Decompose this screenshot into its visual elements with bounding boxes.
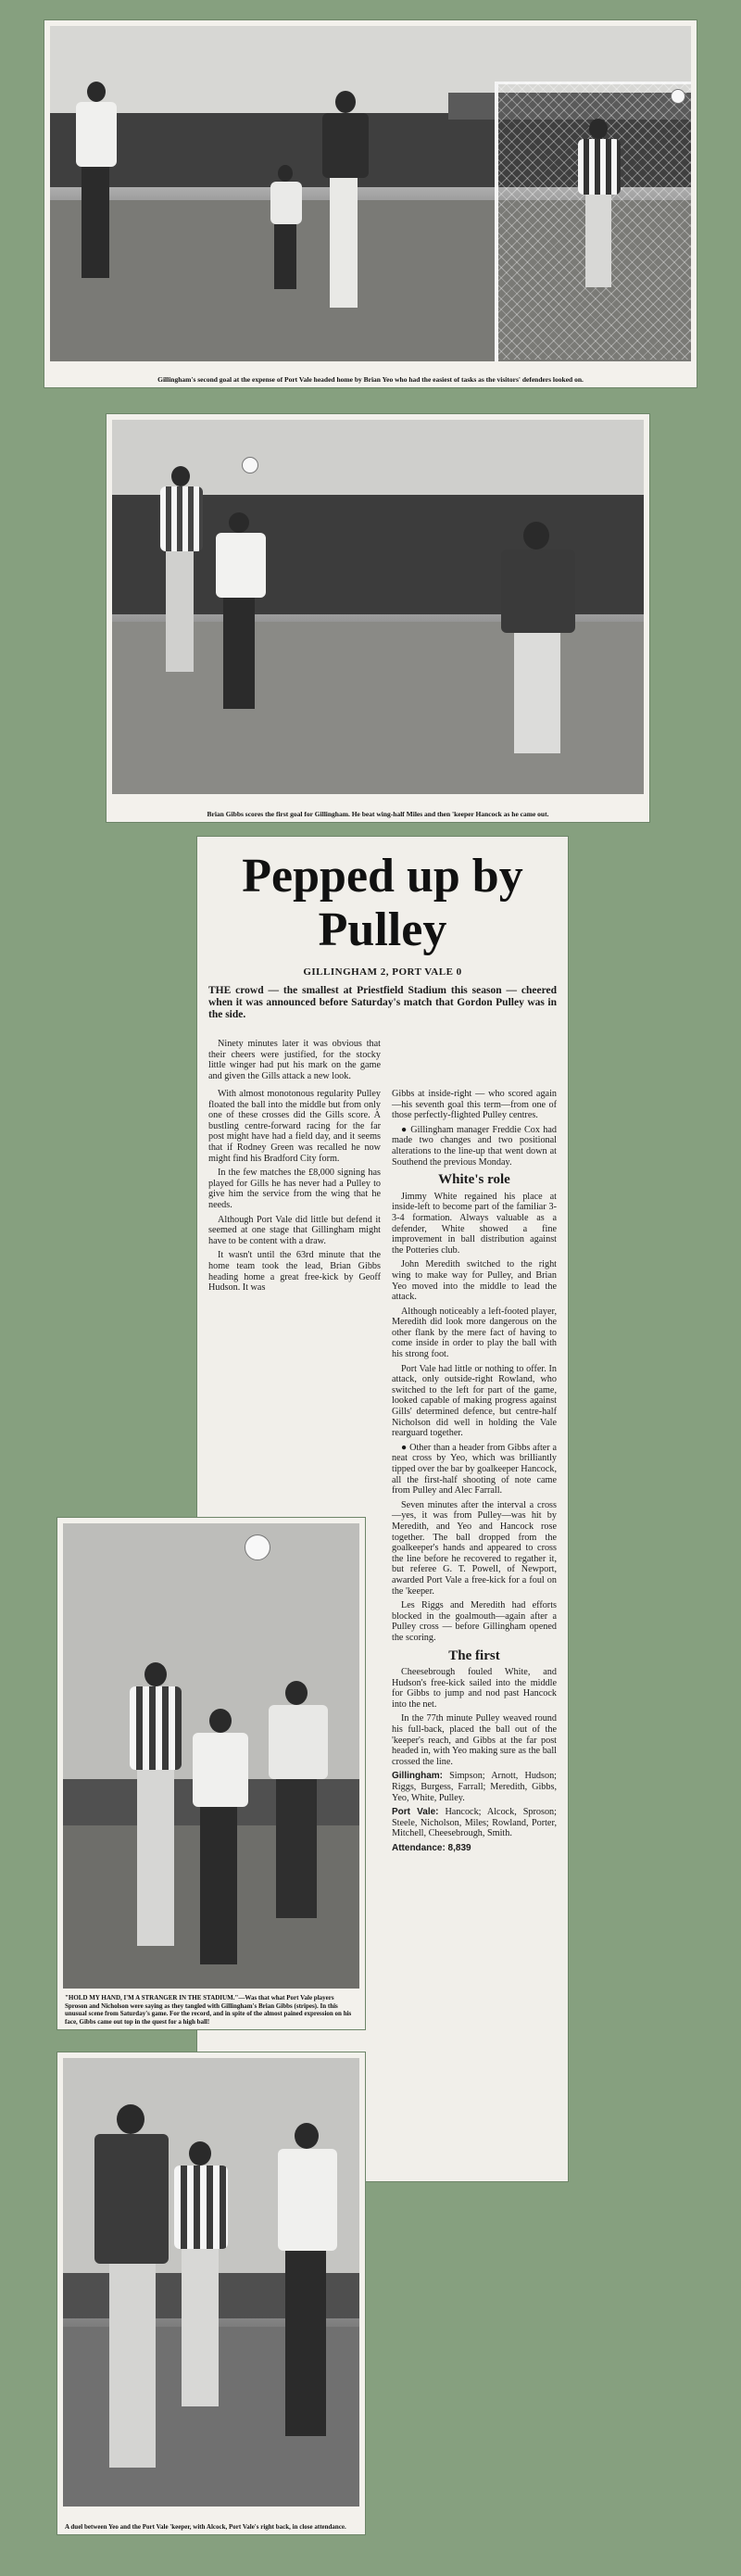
paragraph: It wasn't until the 63rd minute that the home team took the lead, Brian Gibbs heading home a great free-kick by Geoff Hudson. It was — [208, 1250, 381, 1294]
photo-card-2 — [107, 414, 649, 822]
subhead-the-first: The first — [448, 1648, 500, 1663]
photo-1-caption: Gillingham's second goal at the expense of Port Vale headed home by Brian Yeo who had the easiest of tasks as the visitors' defenders looked on. — [157, 375, 584, 384]
match-photo-1 — [50, 26, 691, 361]
headline-line-1: Pepped up by — [242, 850, 523, 903]
paragraph: Although Port Vale did little but defend it seemed at one stage that Gillingham might have to be content with a draw. — [208, 1214, 381, 1246]
gillingham-lineup: Simpson; Arnott, Hudson; Riggs, Burgess, Farrall; Meredith, Gibbs, Yeo, White, Pulley. — [392, 1771, 558, 1803]
attendance: Attendance: 8,839 — [392, 1843, 471, 1853]
paragraph: In the 77th minute Pulley weaved round his full-back, placed the ball out of the 'keeper's reach, and Gibbs at the far post headed in, with Yeo making sure as the ball crossed the line. — [392, 1713, 557, 1767]
paragraph: Jimmy White regained his place at inside-left to become part of the familiar 3-3-4 formation. Always valuable as a defender, White showed a fine improvement in ball distribution against the Potteries club. — [392, 1191, 557, 1256]
article-lede: THE crowd — the smallest at Priestfield Stadium this season — cheered when it was announced before Saturday's match that Gordon Pulley was in the side. — [208, 985, 557, 1020]
port-vale-label: Port Vale: — [392, 1807, 439, 1818]
subhead-whites-role: White's role — [438, 1172, 510, 1188]
paragraph: Les Riggs and Meredith had efforts blocked in the goalmouth—again after a Pulley cross — before Gillingham opened the scoring. — [392, 1600, 557, 1643]
photo-card-4 — [57, 2052, 365, 2534]
paragraph: Port Vale had little or nothing to offer. In attack, only outside-right Rowland, who switched to the left for part of the game, looked capable of making progress against Gills' determined defence, but centre-half Nicholson did well in holding the Vale rearguard together. — [392, 1363, 557, 1439]
match-photo-3 — [63, 1523, 359, 1989]
port-vale-lineup: Hancock; Alcock, Sproson; Steele, Nicholson, Miles; Rowland, Porter, Mitchell, Cheesebrough, Smith. — [392, 1807, 557, 1839]
scoreline: GILLINGHAM 2, PORT VALE 0 — [303, 966, 462, 978]
headline — [197, 850, 568, 957]
paragraph: ● Gillingham manager Freddie Cox had made two changes and two positional alterations to the line-up that went down at Southend the previous Monday. — [392, 1124, 557, 1168]
paragraph: Seven minutes after the interval a cross—yes, it was from Pulley—was hit by Meredith, and Yeo and Hancock rose together. The ball dropped from the goalkeeper's hands and appeared to cross the line before he recovered to regather it, but referee G. T. Powell, of Newport, awarded Port Vale a free-kick for a foul on the 'keeper. — [392, 1499, 557, 1597]
photo-2-caption: Brian Gibbs scores the first goal for Gillingham. He beat wing-half Miles and then 'keeper Hancock as he came out. — [207, 810, 549, 818]
team-lineups — [392, 1771, 557, 1853]
paragraph: Although noticeably a left-footed player, Meredith did look more dangerous on the other flank by the mere fact of having to come inside in order to play the ball with his strong foot. — [392, 1306, 557, 1360]
paragraph: John Meredith switched to the right wing to make way for Pulley, and Brian Yeo moved into the middle to lead the attack. — [392, 1259, 557, 1303]
paragraph: With almost monotonous regularity Pulley floated the ball into the middle but from only one of these crosses did the Gills score. A bustling centre-forward racing for the far post might have had a field day, and it seems that if Rodney Green was recalled he now might find his Bradford City form. — [208, 1089, 381, 1164]
article-column-2 — [392, 1089, 557, 1858]
photo-card-3 — [57, 1518, 365, 2029]
paragraph: Ninety minutes later it was obvious that their cheers were justified, for the stocky little winger had put his mark on the game and given the Gills attack a new look. — [208, 1039, 381, 1081]
article-column-1 — [208, 1039, 381, 1085]
photo-card-1 — [44, 20, 697, 387]
paragraph: Gibbs at inside-right — who scored again—his seventh goal this term—from one of those perfectly-flighted Pulley centres. — [392, 1089, 557, 1121]
gillingham-label: Gillingham: — [392, 1771, 443, 1782]
paragraph: Cheesebrough fouled White, and Hudson's free-kick sailed into the middle for Gibbs to jump and nod past Hancock into the net. — [392, 1667, 557, 1710]
paragraph: ● Other than a header from Gibbs after a neat cross by Yeo, which was brilliantly tipped over the bar by goalkeeper Hancock, all the first-half shooting of note came from Pulley and Alec Farrall. — [392, 1442, 557, 1496]
headline-line-2: Pulley — [318, 903, 447, 956]
paragraph: In the few matches the £8,000 signing has played for Gills he has never had a Pulley to give him the service from the wing that he needs. — [208, 1168, 381, 1210]
photo-4-caption: A duel between Yeo and the Port Vale 'keeper, with Alcock, Port Vale's right back, in close attendance. — [65, 2522, 346, 2531]
match-photo-2 — [112, 420, 644, 794]
photo-3-caption: "HOLD MY HAND, I'M A STRANGER IN THE STADIUM."—Was that what Port Vale players Sproson and Nicholson were saying as they tangled with Gillingham's Brian Gibbs (stripes). In this unusual scene from Saturday's game. For the record, and in spite of the almost pained expression on his face, Gibbs came out top in the quest for a high ball! — [65, 1994, 352, 2026]
match-photo-4 — [63, 2058, 359, 2507]
article-column-1-lower — [208, 1089, 381, 1297]
